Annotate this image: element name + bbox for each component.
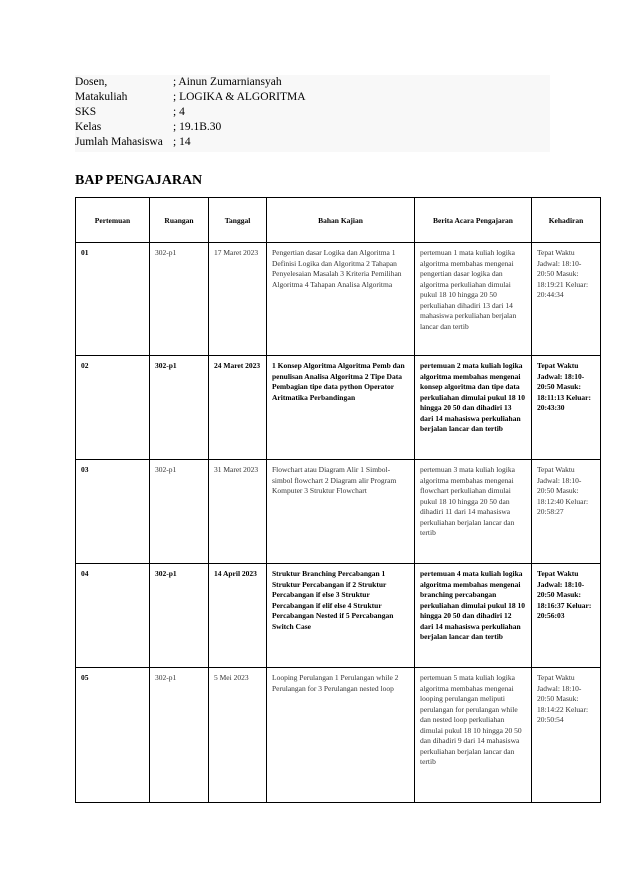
info-row-jumlah-mahasiswa xyxy=(75,135,550,150)
info-row-dosen xyxy=(75,75,550,90)
table-row xyxy=(76,460,601,564)
cell-berita-acara: pertemuan 4 mata kuliah logika algoritma membahas mengenai branching percabangan perkuliahan dimulai pukul 18 10 hingga 20 50 dan dihadiri 12 dari 14 mahasiswa perkuliahan berjalan lancar dan tertib xyxy=(415,564,532,668)
cell-berita-acara: pertemuan 2 mata kuliah logika algoritma membahas mengenai konsep algoritma dan tipe data perkuliahan dimulai pukul 18 10 hingga 20 50 dan dihadiri 13 dari 14 mahasiswa perkuliahan berjalan lancar dan tertib xyxy=(415,356,532,460)
table-row xyxy=(76,356,601,460)
info-label: Jumlah Mahasiswa xyxy=(75,136,163,148)
cell-pertemuan: 04 xyxy=(76,564,150,668)
info-label: Dosen, xyxy=(75,76,108,88)
cell-tanggal: 24 Maret 2023 xyxy=(209,356,267,460)
cell-tanggal: 14 April 2023 xyxy=(209,564,267,668)
info-label: Matakuliah xyxy=(75,91,128,103)
cell-kehadiran: Tepat Waktu Jadwal: 18:10-20:50 Masuk: 18:19:21 Keluar: 20:44:34 xyxy=(532,243,601,356)
info-row-kelas xyxy=(75,120,550,135)
cell-pertemuan: 05 xyxy=(76,668,150,803)
header-ruangan: Ruangan xyxy=(150,198,209,243)
cell-pertemuan: 02 xyxy=(76,356,150,460)
info-label: SKS xyxy=(75,106,97,118)
cell-tanggal: 31 Maret 2023 xyxy=(209,460,267,564)
cell-kehadiran: Tepat Waktu Jadwal: 18:10-20:50 Masuk: 18:14:22 Keluar: 20:50:54 xyxy=(532,668,601,803)
info-row-sks xyxy=(75,105,550,120)
info-value: ; LOGIKA & ALGORITMA xyxy=(173,91,306,103)
info-value: ; 19.1B.30 xyxy=(173,121,222,133)
info-label: Kelas xyxy=(75,121,102,133)
cell-berita-acara: pertemuan 5 mata kuliah logika algoritma membahas mengenai looping perulangan meliputi perulangan for perulangan while dan nested loop perkuliahan dimulai pukul 18 10 hingga 20 50 dan dihadiri 9 dari 14 mahasiswa perkuliahan berjalan lancar dan tertib xyxy=(415,668,532,803)
cell-tanggal: 5 Mei 2023 xyxy=(209,668,267,803)
cell-ruangan: 302-p1 xyxy=(150,356,209,460)
info-row-matakuliah xyxy=(75,90,550,105)
cell-pertemuan: 01 xyxy=(76,243,150,356)
info-value: ; Ainun Zumarniansyah xyxy=(173,76,282,88)
cell-ruangan: 302-p1 xyxy=(150,668,209,803)
course-info xyxy=(75,75,550,152)
cell-ruangan: 302-p1 xyxy=(150,243,209,356)
cell-bahan-kajian: Pengertian dasar Logika dan Algoritma 1 Definisi Logika dan Algoritma 2 Tahapan Penyelesaian Masalah 3 Kriteria Pemilihan Algoritma 4 Tahapan Analisa Algoritma xyxy=(267,243,415,356)
page-title: BAP PENGAJARAN xyxy=(75,173,203,188)
cell-kehadiran: Tepat Waktu Jadwal: 18:10-20:50 Masuk: 18:12:40 Keluar: 20:58:27 xyxy=(532,460,601,564)
cell-ruangan: 302-p1 xyxy=(150,564,209,668)
cell-berita-acara: pertemuan 1 mata kuliah logika algoritma membahas mengenai pengertian dasar logika dan algoritma perkuliahan dimulai pukul 18 10 hingga 20 50 perkuliahan dihadiri 13 dari 14 mahasiswa perkuliahan berjalan lancar dan tertib xyxy=(415,243,532,356)
cell-berita-acara: pertemuan 3 mata kuliah logika algoritma membahas mengenai flowchart perkuliahan dimulai pukul 18 10 hingga 20 50 dan dihadiri 11 dari 14 mahasiswa perkuliahan berjalan lancar dan tertib xyxy=(415,460,532,564)
header-tanggal: Tanggal xyxy=(209,198,267,243)
cell-kehadiran: Tepat Waktu Jadwal: 18:10-20:50 Masuk: 18:16:37 Keluar: 20:56:03 xyxy=(532,564,601,668)
cell-bahan-kajian: Flowchart atau Diagram Alir 1 Simbol-simbol flowchart 2 Diagram alir Program Komputer 3 Struktur Flowchart xyxy=(267,460,415,564)
bap-table xyxy=(75,197,601,803)
info-value: ; 14 xyxy=(173,136,191,148)
info-value: ; 4 xyxy=(173,106,185,118)
cell-bahan-kajian: Looping Perulangan 1 Perulangan while 2 Perulangan for 3 Perulangan nested loop xyxy=(267,668,415,803)
cell-ruangan: 302-p1 xyxy=(150,460,209,564)
table-row xyxy=(76,668,601,803)
table-row xyxy=(76,564,601,668)
header-kehadiran: Kehadiran xyxy=(532,198,601,243)
header-bahan-kajian: Bahan Kajian xyxy=(267,198,415,243)
cell-bahan-kajian: 1 Konsep Algoritma Algoritma Pemb dan penulisan Analisa Algoritma 2 Tipe Data Pembagian tipe data python Operator Aritmatika Perbandingan xyxy=(267,356,415,460)
table-header-row xyxy=(76,198,601,243)
cell-kehadiran: Tepat Waktu Jadwal: 18:10-20:50 Masuk: 18:11:13 Keluar: 20:43:30 xyxy=(532,356,601,460)
header-pertemuan: Pertemuan xyxy=(76,198,150,243)
cell-tanggal: 17 Maret 2023 xyxy=(209,243,267,356)
cell-pertemuan: 03 xyxy=(76,460,150,564)
cell-bahan-kajian: Struktur Branching Percabangan 1 Struktur Percabangan if 2 Struktur Percabangan if else 3 Struktur Percabangan if elif else 4 Struktur Percabangan Nested if 5 Percabangan Switch Case xyxy=(267,564,415,668)
header-berita-acara: Berita Acara Pengajaran xyxy=(415,198,532,243)
table-row xyxy=(76,243,601,356)
